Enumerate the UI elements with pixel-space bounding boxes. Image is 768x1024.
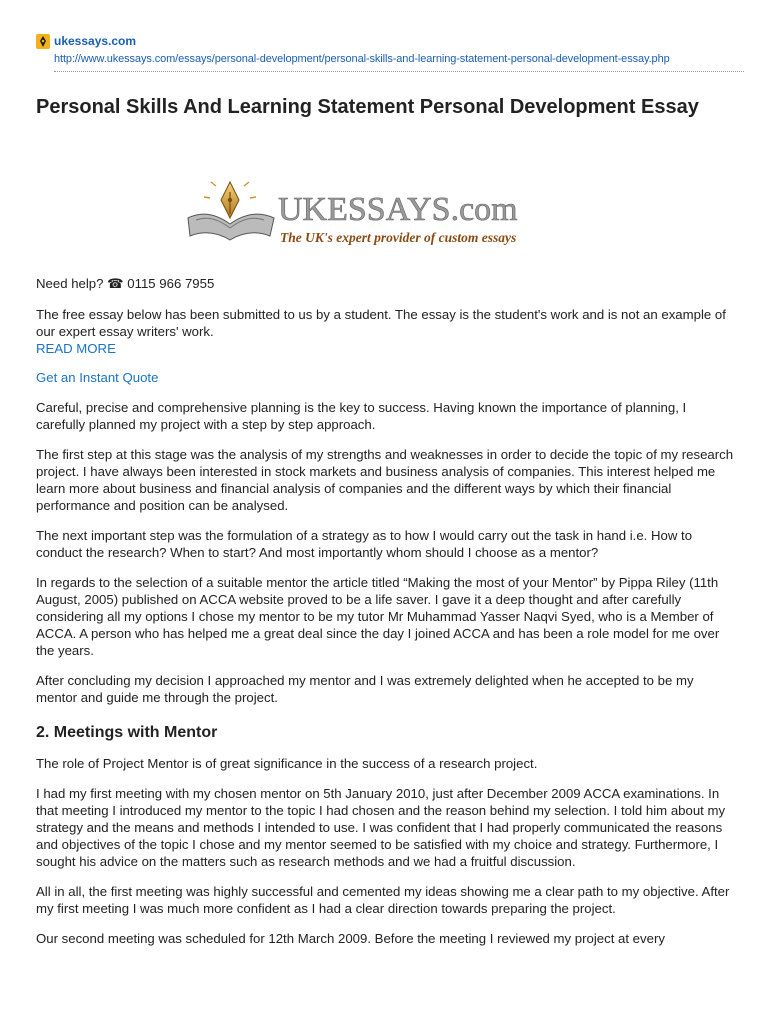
open-book-icon xyxy=(188,178,274,240)
help-line xyxy=(36,275,736,293)
paragraph: Our second meeting was scheduled for 12th March 2009. Before the meeting I reviewed my project at every xyxy=(36,931,665,946)
site-row[interactable] xyxy=(36,33,736,49)
student-notice xyxy=(36,306,736,357)
ukessays-logo xyxy=(186,178,578,248)
paragraph: After concluding my decision I approached my mentor and I was extremely delighted when he accepted to be my mentor and guide me through the project. xyxy=(36,673,694,705)
source-url-link[interactable]: http://www.ukessays.com/essays/personal-development/personal-skills-and-learning-statement-personal-development-essay.php xyxy=(54,53,670,65)
paragraph: All in all, the first meeting was highly successful and cemented my ideas showing me a clear path to my objective. After my first meeting I was much more confident as I had a clear direction towards preparing the project. xyxy=(36,884,730,916)
logo-brand: UKESSAYS.com xyxy=(278,191,518,228)
phone-icon: ☎ xyxy=(107,277,124,292)
help-label: Need help? xyxy=(36,276,104,291)
paragraph: The role of Project Mentor is of great significance in the success of a research project. xyxy=(36,756,538,771)
paragraph: I had my first meeting with my chosen mentor on 5th January 2010, just after December 2009 ACCA examinations. In that meeting I introduced my mentor to the topic I had chosen and the reason behind my selection. I told him about my strategy and the means and methods I intended to use. I was confident that I had properly communicated the reasons and objectives of the topic I chose and my mentor seemed to be satisfied with my choice and strategy. Furthermore, I sought his advice on the matters such as research methods and we had a fruitful discussion. xyxy=(36,786,726,869)
ukessays-pen-icon xyxy=(36,34,50,49)
logo-tagline: The UK's expert provider of custom essays xyxy=(280,230,517,245)
page-title: Personal Skills And Learning Statement Personal Development Essay xyxy=(36,96,699,118)
instant-quote-link[interactable]: Get an Instant Quote xyxy=(36,370,159,385)
notice-text: The free essay below has been submitted to us by a student. The essay is the student's work and is not an example of our expert essay writers' work. xyxy=(36,307,726,339)
essay-content xyxy=(36,275,736,960)
paragraph: In regards to the selection of a suitable mentor the article titled “Making the most of your Mentor” by Pippa Riley (11th August, 2005) published on ACCA website proved to be a life saver. I gave it a deep thought and after carefully considering all my options I chose my mentor to be my tutor Mr Muhammad Yasser Naqvi Syed, who is a Member of ACCA. A person who has helped me a great deal since the day I joined ACCA and has been a role model for me over the years. xyxy=(36,575,720,658)
page-header xyxy=(36,33,736,72)
help-phone[interactable]: 0115 966 7955 xyxy=(127,276,215,291)
paragraph: The first step at this stage was the analysis of my strengths and weaknesses in order to decide the topic of my research project. I have always been interested in stock markets and business analysis of companies. This interest helped me learn more about business and financial analysis of companies and the different ways by which their financial performance and position can be analysed. xyxy=(36,447,734,513)
section-heading: 2. Meetings with Mentor xyxy=(36,724,218,741)
site-name-link[interactable]: ukessays.com xyxy=(54,34,137,48)
paragraph: Careful, precise and comprehensive planning is the key to success. Having known the importance of planning, I carefully planned my project with a step by step approach. xyxy=(36,400,687,432)
paragraph: The next important step was the formulation of a strategy as to how I would carry out the task in hand i.e. How to conduct the research? When to start? And most importantly whom should I choose as a mentor? xyxy=(36,528,693,560)
read-more-link[interactable]: READ MORE xyxy=(36,341,116,356)
